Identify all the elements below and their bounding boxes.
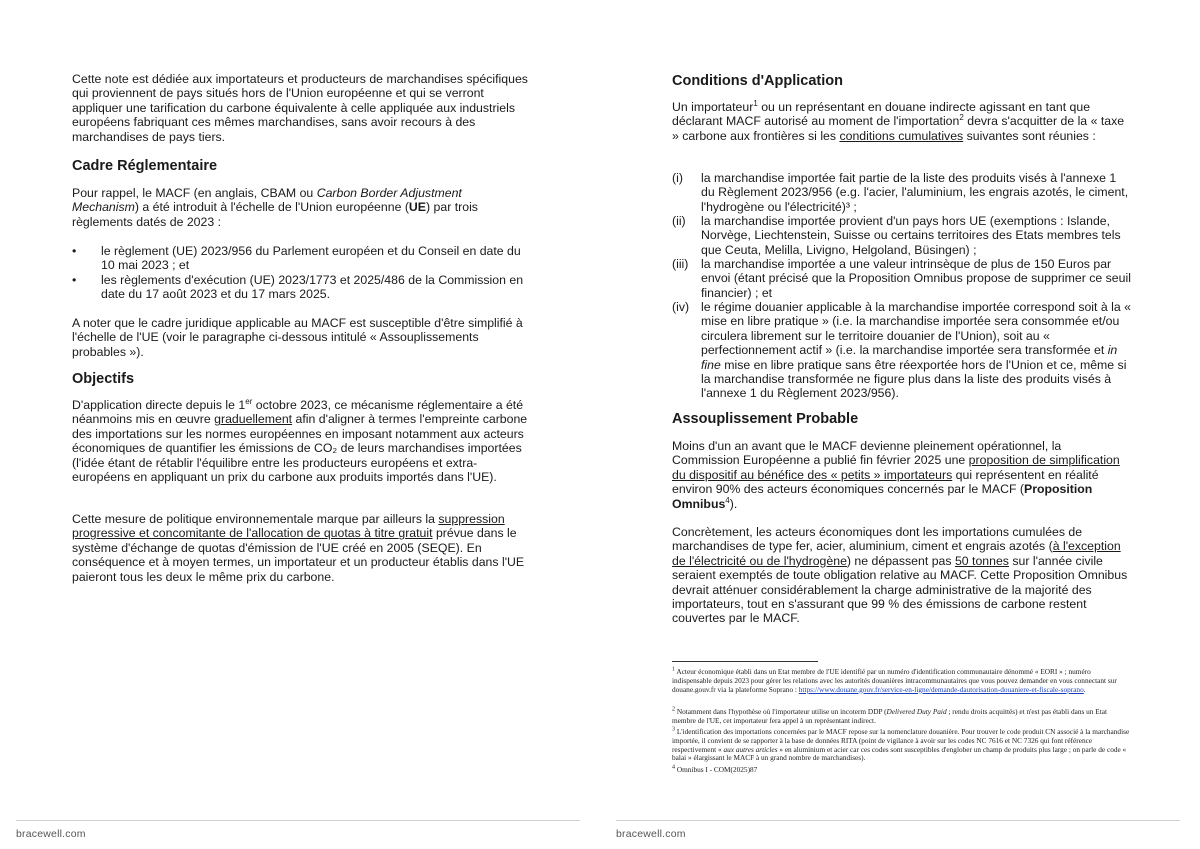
condition-text: la marchandise importée a une valeur intrinsèque de plus de 150 Euros par envoi (étant précisé que la Proposition Omnibus propose de supprimer ce seuil financier) ; et <box>701 257 1131 300</box>
underlined-text: 50 tonnes <box>954 553 1009 568</box>
conditions-text: suivantes sont réunies : <box>963 128 1096 143</box>
underlined-text: conditions cumulatives <box>839 128 964 143</box>
cadre-bold-text: UE <box>408 200 427 215</box>
condition-marker: (ii) <box>672 214 686 228</box>
bullet-item <box>72 244 532 274</box>
footnote-ref: 1 <box>753 98 758 108</box>
bullet-text: les règlements d'exécution (UE) 2023/1773 et 2025/486 de la Commission en date du 17 août 2023 et du 17 mars 2025. <box>101 273 524 302</box>
assouplissement-text: Moins d'un an avant que le MACF devienne pleinement opérationnel, la Commission Européenne a publié fin février 2025 une <box>672 439 1062 468</box>
condition-text: la marchandise importée provient d'un pays hors UE (exemptions : Islande, Norvège, Liechtenstein, Suisse ou certains territoires des Etats membres tels que Ceuta, Melilla, Livigno, Helgoland, Büsingen) ; <box>701 214 1121 257</box>
assouplissement-text: qui représentent en réalité environ 90% des acteurs économiques concernés par le MACF ( <box>672 467 1099 497</box>
condition-item <box>672 257 1132 301</box>
assouplissement-heading: Assouplissement Probable <box>672 411 859 427</box>
footer-left: bracewell.com <box>16 828 86 840</box>
underlined-text: suppression progressive et concomitante de l'allocation de quotas à titre gratuit <box>72 512 505 541</box>
cadre-paragraph <box>72 186 532 229</box>
condition-item <box>672 300 1132 402</box>
footnote-text: » en aluminium et acier car ces codes sont susceptibles d'englober un champ de produits plus large ; on parle de code « balai » élargissant le MACF à un grand nombre de marchandises). <box>672 744 1127 763</box>
footnote-ref: 2 <box>959 113 964 123</box>
footnote-3 <box>672 728 1132 763</box>
underlined-text: à l'exception de l'électricité ou de l'hydrogène <box>672 539 1121 568</box>
bullet-item <box>72 273 532 303</box>
condition-marker: (iii) <box>672 257 689 271</box>
condition-text: la marchandise importée fait partie de la liste des produits visés à l'annexe 1 du Règlement 2023/956 (e.g. l'acier, l'aluminium, les engrais azotés, le ciment, l'hydrogène ou l'électricité)³ ; <box>701 171 1129 214</box>
objectifs-paragraph-2 <box>72 512 532 584</box>
footnote-divider <box>672 661 818 662</box>
footnote-ref: 4 <box>725 495 730 505</box>
footnote-number: 4 <box>672 764 675 771</box>
objectifs-text: octobre 2023, ce mécanisme réglementaire a été néanmoins mis en œuvre <box>72 398 524 427</box>
objectifs-text: prévue dans le système d'échange de quotas d'émission de l'UE créé en 2005 (SEQE). En conséquence et à moyen termes, un importateur et un producteur établis dans l'UE paieront tous les deux le même prix du carbone. <box>72 526 525 584</box>
bullet-marker: • <box>72 273 77 287</box>
condition-text-part: mise en libre pratique sans être réexportée hors de l'Union et ce, même si la marchandise transformée ne figure plus dans la liste des produits visés à l'annexe 1 du Règlement 2023/956). <box>701 357 1127 401</box>
objectifs-text: Cette mesure de politique environnementale marque par ailleurs la <box>72 512 439 526</box>
objectifs-heading: Objectifs <box>72 371 135 387</box>
assouplissement-text: Concrètement, les acteurs économiques dont les importations cumulées de marchandises de type fer, acier, aluminium, ciment et engrais azotés ( <box>672 525 1083 554</box>
condition-item <box>672 214 1132 258</box>
footnote-text: Omnibus I - COM(2025)87 <box>675 765 758 774</box>
footnote-number: 2 <box>672 706 675 713</box>
assouplissement-text: ) ne dépassent pas <box>846 553 955 568</box>
conditions-text: devra s'acquitter de la « taxe » carbone aux frontières si les <box>672 114 1125 143</box>
footer-divider-right <box>616 820 1180 821</box>
conditions-text: ou un représentant en douane indirecte agissant en tant que déclarant MACF autorisé au moment de l'importation <box>672 100 1091 129</box>
bold-text: Proposition Omnibus <box>672 482 1093 511</box>
cadre-text: ) a été introduit à l'échelle de l'Union européenne ( <box>134 200 409 215</box>
footnote-italic-text: Delivered Duty Paid <box>886 707 947 716</box>
footnote-text: . <box>1083 684 1086 694</box>
condition-text <box>701 300 1132 401</box>
footer-divider-left <box>16 820 580 821</box>
footnote-number: 1 <box>672 666 675 673</box>
intro-paragraph: Cette note est dédiée aux importateurs et producteurs de marchandises spécifiques qui proviennent de pays situés hors de l'Union européenne et qui se verront appliquer une tarification du carbone équivalente à celle appliquée aux industriels européens fabriquant ces mêmes marchandises, sans avoir recours à des marchandises de pays tiers. <box>72 72 528 144</box>
superscript: er <box>245 396 253 406</box>
condition-marker: (iv) <box>672 300 690 314</box>
cadre-text: ) par trois règlements datés de 2023 : <box>72 200 478 229</box>
italic-text: in fine <box>701 343 1118 372</box>
footnote-text: L'identification des importations concernées par le MACF repose sur la nomenclature douanière. Pour trouver le code produit CN associé à la marchandise importée, il convient de se rapporter à la base de données RITA (point de vigilance à avoir sur les codes NC 7616 et NC 7326 qui font référence respectivement « <box>672 727 1130 754</box>
condition-text-part: le régime douanier applicable à la marchandise importée correspond soit à la « mise en libre pratique » (i.e. la marchandise importée sera consommée et/ou circulera librement sur le territoire douanier de l'Union), soit au « perfectionnement actif » (i.e. la marchandise importée sera transformée et <box>701 300 1131 358</box>
footnote-number: 3 <box>672 726 675 733</box>
underlined-text: graduellement <box>214 412 293 427</box>
assouplissement-text: ). <box>729 496 738 511</box>
assouplissement-text: sur l'année civile seraient exemptés de toute obligation relative au MACF. Cette Proposition Omnibus devrait atténuer considérablement la charge administrative de la majorité des importateurs, tout en s'assurant que 99 % des émissions de carbone restent couvertes par le MACF. <box>672 553 1128 626</box>
assouplissement-paragraph-1 <box>672 439 1132 511</box>
conditions-paragraph <box>672 100 1132 143</box>
conditions-heading: Conditions d'Application <box>672 73 843 89</box>
bullet-text: le règlement (UE) 2023/956 du Parlement européen et du Conseil en date du 10 mai 2023 ; et <box>101 244 521 273</box>
cadre-text: Pour rappel, le MACF (en anglais, CBAM ou <box>72 186 317 200</box>
underlined-text: proposition de simplification du dispositif au bénéfice des « petits » importateurs <box>672 453 1120 482</box>
conditions-text: Un importateur <box>672 100 754 114</box>
soprano-link[interactable]: https://www.douane.gouv.fr/service-en-ligne/demande-dautorisation-douaniere-et-fiscale-soprano <box>798 684 1084 694</box>
footnote-text: Notamment dans l'hypothèse où l'importateur utilise un incoterm DDP ( <box>675 707 887 716</box>
objectifs-text: D'application directe depuis le 1 <box>72 398 246 412</box>
condition-marker: (i) <box>672 171 683 185</box>
objectifs-text: afin d'aligner à termes l'empreinte carbone des importations sur les normes européennes en imposant notamment aux acteurs économiques de quantifier les émissions de CO₂ de leurs marchandises importées (l'idée étant de rétablir l'équilibre entre les producteurs européens et extra-européens en appliquant un prix du carbone aux produits importés dans l'UE). <box>72 412 528 485</box>
footnote-text: Acteur économique établi dans un Etat membre de l'UE identifié par un numéro d'identification communautaire dénommé « EORI » ; numéro indispensable depuis 2023 pour gérer les relations avec les autorités douanières intracommunautaires que vous pouvez demander en vous connectant sur douane.gouv.fr via la plateforme Soprano : <box>672 667 1117 694</box>
bullet-marker: • <box>72 244 77 258</box>
footnote-2 <box>672 708 1132 726</box>
footer-right: bracewell.com <box>616 828 686 840</box>
objectifs-paragraph-1 <box>72 398 532 484</box>
cadre-italic-text: Carbon Border Adjustment Mechanism <box>72 186 462 215</box>
footnote-4 <box>672 766 1132 775</box>
cadre-note: A noter que le cadre juridique applicable au MACF est susceptible d'être simplifié à l'échelle de l'UE (voir le paragraphe ci-dessous intitulé « Assouplissements probables »). <box>72 316 523 359</box>
assouplissement-paragraph-2 <box>672 525 1132 626</box>
footnote-1 <box>672 668 1132 694</box>
footnote-text: ; rendu droits acquittés) et n'est pas établi dans un Etat membre de l'UE, cet importateur fera appel à un représentant indirect. <box>672 707 1108 725</box>
condition-item <box>672 171 1132 215</box>
cadre-heading: Cadre Réglementaire <box>72 158 218 174</box>
footnote-italic-text: aux autres articles <box>723 744 778 754</box>
